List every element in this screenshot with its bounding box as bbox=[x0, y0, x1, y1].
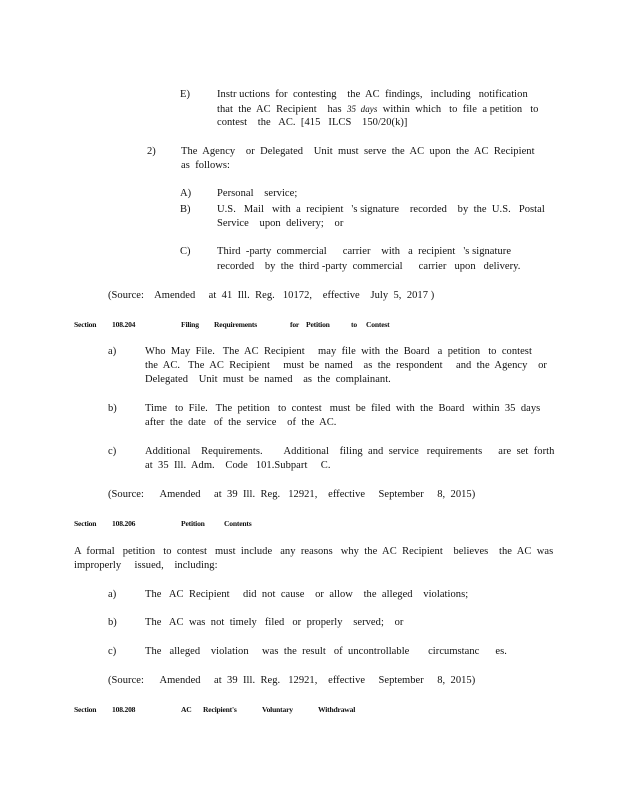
item-204-b-line-2: after the date of the service of the AC. bbox=[145, 417, 337, 428]
item-2-marker: 2) bbox=[147, 146, 156, 157]
section-204-title-word: Petition bbox=[306, 320, 330, 329]
item-206-b-marker: b) bbox=[108, 617, 117, 628]
item-206-a-marker: a) bbox=[108, 589, 117, 600]
section-206-number: 108.206 bbox=[112, 519, 136, 528]
section-204-title-word: to bbox=[351, 320, 357, 329]
section-208-title-word: Withdrawal bbox=[318, 705, 356, 714]
item-206-b-line-1: The AC was not timely filed or properly served; or bbox=[145, 617, 404, 628]
section-208-number: 108.208 bbox=[112, 705, 136, 714]
item-e-line-3: contest the AC. [415 ILCS 150/20(k)] bbox=[217, 117, 408, 128]
section-206-label: Section bbox=[74, 519, 97, 528]
section-208-title-word: Voluntary bbox=[262, 705, 293, 714]
section-206-title-word: Petition bbox=[181, 519, 205, 528]
item-2-line-1: The Agency or Delegated Unit must serve the AC upon the AC Recipient bbox=[181, 146, 535, 157]
para-206-line-1: A formal petition to contest must include any reasons why the AC Recipient believes the AC was bbox=[74, 546, 554, 557]
section-208-title-word: AC bbox=[181, 705, 192, 714]
section-204-title-word: Filing bbox=[181, 320, 199, 329]
item-204-a-line-3: Delegated Unit must be named as the complainant. bbox=[145, 374, 391, 385]
section-204-title-word: Requirements bbox=[214, 320, 258, 329]
item-204-a-marker: a) bbox=[108, 346, 117, 357]
section-208-label: Section bbox=[74, 705, 97, 714]
item-e-marker: E) bbox=[180, 89, 191, 100]
sub-item-a-line-1: Personal service; bbox=[217, 188, 298, 199]
item-206-c-line-1: The alleged violation was the result of uncontrollable circumstanc es. bbox=[145, 646, 507, 657]
item-206-c-marker: c) bbox=[108, 646, 117, 657]
item-204-a-line-2: the AC. The AC Recipient must be named as the respondent and the Agency or bbox=[145, 360, 547, 371]
item-e-line-2-head: that the AC Recipient has bbox=[217, 104, 342, 115]
section-204-label: Section bbox=[74, 320, 97, 329]
source-note-1: (Source: Amended at 41 Ill. Reg. 10172, effective July 5, 2017 ) bbox=[108, 290, 435, 301]
section-206-title-word: Contents bbox=[224, 519, 252, 528]
item-e-line-1: Instr uctions for contesting the AC findings, including notification bbox=[217, 89, 528, 100]
sub-item-c-line-1: Third -party commercial carrier with a recipient 's signature bbox=[217, 246, 512, 257]
item-204-b-marker: b) bbox=[108, 403, 117, 414]
source-note-2: (Source: Amended at 39 Ill. Reg. 12921, effective September 8, 2015) bbox=[108, 489, 476, 500]
source-note-3: (Source: Amended at 39 Ill. Reg. 12921, effective September 8, 2015) bbox=[108, 675, 476, 686]
item-204-a-line-1: Who May File. The AC Recipient may file with the Board a petition to contest bbox=[145, 346, 532, 357]
item-206-a-line-1: The AC Recipient did not cause or allow the alleged violations; bbox=[145, 589, 469, 600]
sub-item-c-marker: C) bbox=[180, 246, 191, 257]
sub-item-b-line-1: U.S. Mail with a recipient 's signature recorded by the U.S. Postal bbox=[217, 204, 545, 215]
item-204-c-line-2: at 35 Ill. Adm. Code 101.Subpart C. bbox=[145, 460, 331, 471]
sub-item-b-line-2: Service upon delivery; or bbox=[217, 218, 344, 229]
item-e-line-2 bbox=[217, 102, 539, 117]
sub-item-b-marker: B) bbox=[180, 204, 191, 215]
section-208-title-word: Recipient's bbox=[203, 705, 237, 714]
section-204-number: 108.204 bbox=[112, 320, 136, 329]
item-2-line-2: as follows: bbox=[181, 160, 231, 171]
sub-item-c-line-2: recorded by the third -party commercial carrier upon delivery. bbox=[217, 261, 521, 272]
section-204-title-word: for bbox=[290, 320, 300, 329]
section-204-title-word: Contest bbox=[366, 320, 390, 329]
item-e-line-2-tail: within which to file a petition to bbox=[382, 104, 539, 115]
para-206-line-2: improperly issued, including: bbox=[74, 560, 218, 571]
item-204-c-marker: c) bbox=[108, 446, 117, 457]
sub-item-a-marker: A) bbox=[180, 188, 192, 199]
item-204-c-line-1: Additional Requirements. Additional filing and service requirements are set forth bbox=[145, 446, 555, 457]
item-204-b-line-1: Time to File. The petition to contest must be filed with the Board within 35 days bbox=[145, 403, 541, 414]
days-italic: 35 days bbox=[346, 104, 378, 114]
